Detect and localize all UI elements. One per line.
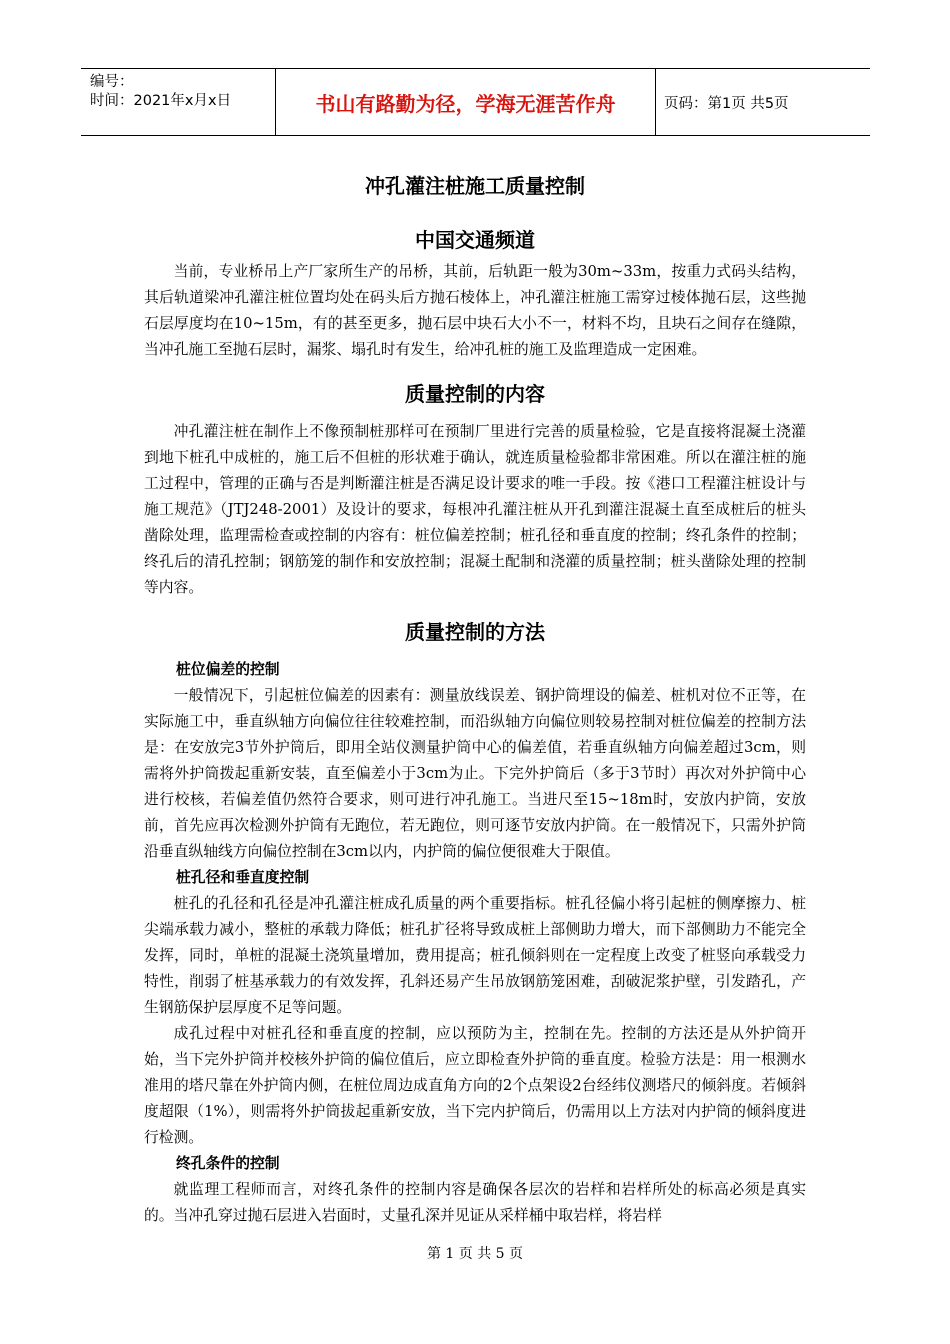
page-footer: 第 1 页 共 5 页: [426, 1246, 524, 1262]
document-body: [144, 165, 806, 1229]
page-title: 冲孔灌注桩施工质量控制: [365, 174, 585, 198]
subsection-title-final-hole: 终孔条件的控制: [176, 1155, 280, 1172]
diameter-paragraph-1: 桩孔的孔径和孔径是冲孔灌注桩成孔质量的两个重要指标。桩孔径偏小将引起桩的侧摩擦力、桩尖端承载力减小，整桩的承载力降低；桩孔扩径将导致成桩上部侧助力增大，而下部侧助力不能完全发挥，同时，单桩的混凝土浇筑量增加，费用提高；桩孔倾斜则在一定程度上改变了桩竖向承载受力特性，削弱了桩基承载力的有效发挥，孔斜还易产生吊放钢筋笼困难，刮破泥浆护壁，引发踏孔，产生钢筋保护层厚度不足等问题。: [144, 895, 806, 1016]
header-table: [81, 68, 870, 136]
page-info-cell: [656, 69, 870, 135]
header-meta-cell: [81, 69, 276, 135]
diameter-paragraph-2: 成孔过程中对桩孔径和垂直度的控制，应以预防为主，控制在先。控制的方法还是从外护筒开始，当下完外护筒并校核外护筒的偏位值后，应立即检查外护筒的垂直度。检验方法是：用一根测水准用的塔尺靠在外护筒内侧，在桩位周边成直角方向的2个点架设2台经纬仪测塔尺的倾斜度。若倾斜度超限（1%），则需将外护筒拔起重新安放，当下完内护筒后，仍需用以上方法对内护筒的倾斜度进行检测。: [144, 1025, 806, 1146]
subsection-title-pile-position: 桩位偏差的控制: [176, 661, 280, 678]
pile-position-paragraph: 一般情况下，引起桩位偏差的因素有：测量放线误差、钢护筒埋设的偏差、桩机对位不正等，在实际施工中，垂直纵轴方向偏位往往较难控制，而沿纵轴方向偏位则较易控制对桩位偏差的控制方法是：在安放完3节外护筒后，即用全站仪测量护筒中心的偏差值，若垂直纵轴方向偏差超过3cm，则需将外护筒拨起重新安装，直至偏差小于3cm为止。下完外护筒后（多于3节时）再次对外护筒中心进行校核，若偏差值仍然符合要求，则可进行冲孔施工。当进尺至15~18m时，安放内护筒，安放前，首先应再次检测外护筒有无跑位，若无跑位，则可逐节安放内护筒。在一般情况下，只需外护筒沿垂直纵轴线方向偏位控制在3cm以内，内护筒的偏位便很难大于限值。: [144, 687, 806, 860]
final-hole-paragraph: 就监理工程师而言，对终孔条件的控制内容是确保各层次的岩样和岩样所处的标高必须是真实的。当冲孔穿过抛石层进入岩面时，丈量孔深并见证从采样桶中取岩样，将岩样: [144, 1181, 806, 1224]
page-subtitle: 中国交通频道: [415, 228, 535, 252]
date-label: 时间：2021年x月x日: [90, 93, 232, 109]
page-info-text: 页码：第1页 共5页: [664, 95, 789, 112]
section-content-paragraph: 冲孔灌注桩在制作上不像预制桩那样可在预制厂里进行完善的质量检验，它是直接将混凝土浇灌到地下桩孔中成桩的，施工后不但桩的形状难于确认，就连质量检验都非常困难。所以在灌注桩的施工过程中，管理的正确与否是判断灌注桩是否满足设计要求的唯一手段。按《港口工程灌注桩设计与施工规范》（JTJ248-2001）及设计的要求，每根冲孔灌注桩从开孔到灌注混凝土直至成桩后的桩头凿除处理，监理需检查或控制的内容有：桩位偏差控制；桩孔径和垂直度的控制；终孔条件的控制；终孔后的清孔控制；钢筋笼的制作和安放控制；混凝土配制和浇灌的质量控制；桩头凿除处理的控制等内容。: [144, 423, 806, 596]
intro-paragraph: 当前，专业桥吊上产厂家所生产的吊桥，其前，后轨距一般为30m~33m，按重力式码头结构，其后轨道梁冲孔灌注桩位置均处在码头后方抛石棱体上，冲孔灌注桩施工需穿过棱体抛石层，这些抛石层厚度均在10~15m，有的甚至更多，抛石层中块石大小不一，材料不均，且块石之间存在缝隙，当冲孔施工至抛石层时，漏浆、塌孔时有发生，给冲孔桩的施工及监理造成一定困难。: [144, 263, 806, 358]
motto-cell: [276, 69, 656, 135]
section-title-methods: 质量控制的方法: [405, 620, 545, 644]
motto-text: 书山有路勤为径，学海无涯苦作舟: [315, 91, 616, 116]
subsection-title-diameter-verticality: 桩孔径和垂直度控制: [176, 869, 310, 886]
number-label: 编号：: [90, 74, 134, 90]
section-title-content: 质量控制的内容: [405, 382, 545, 406]
